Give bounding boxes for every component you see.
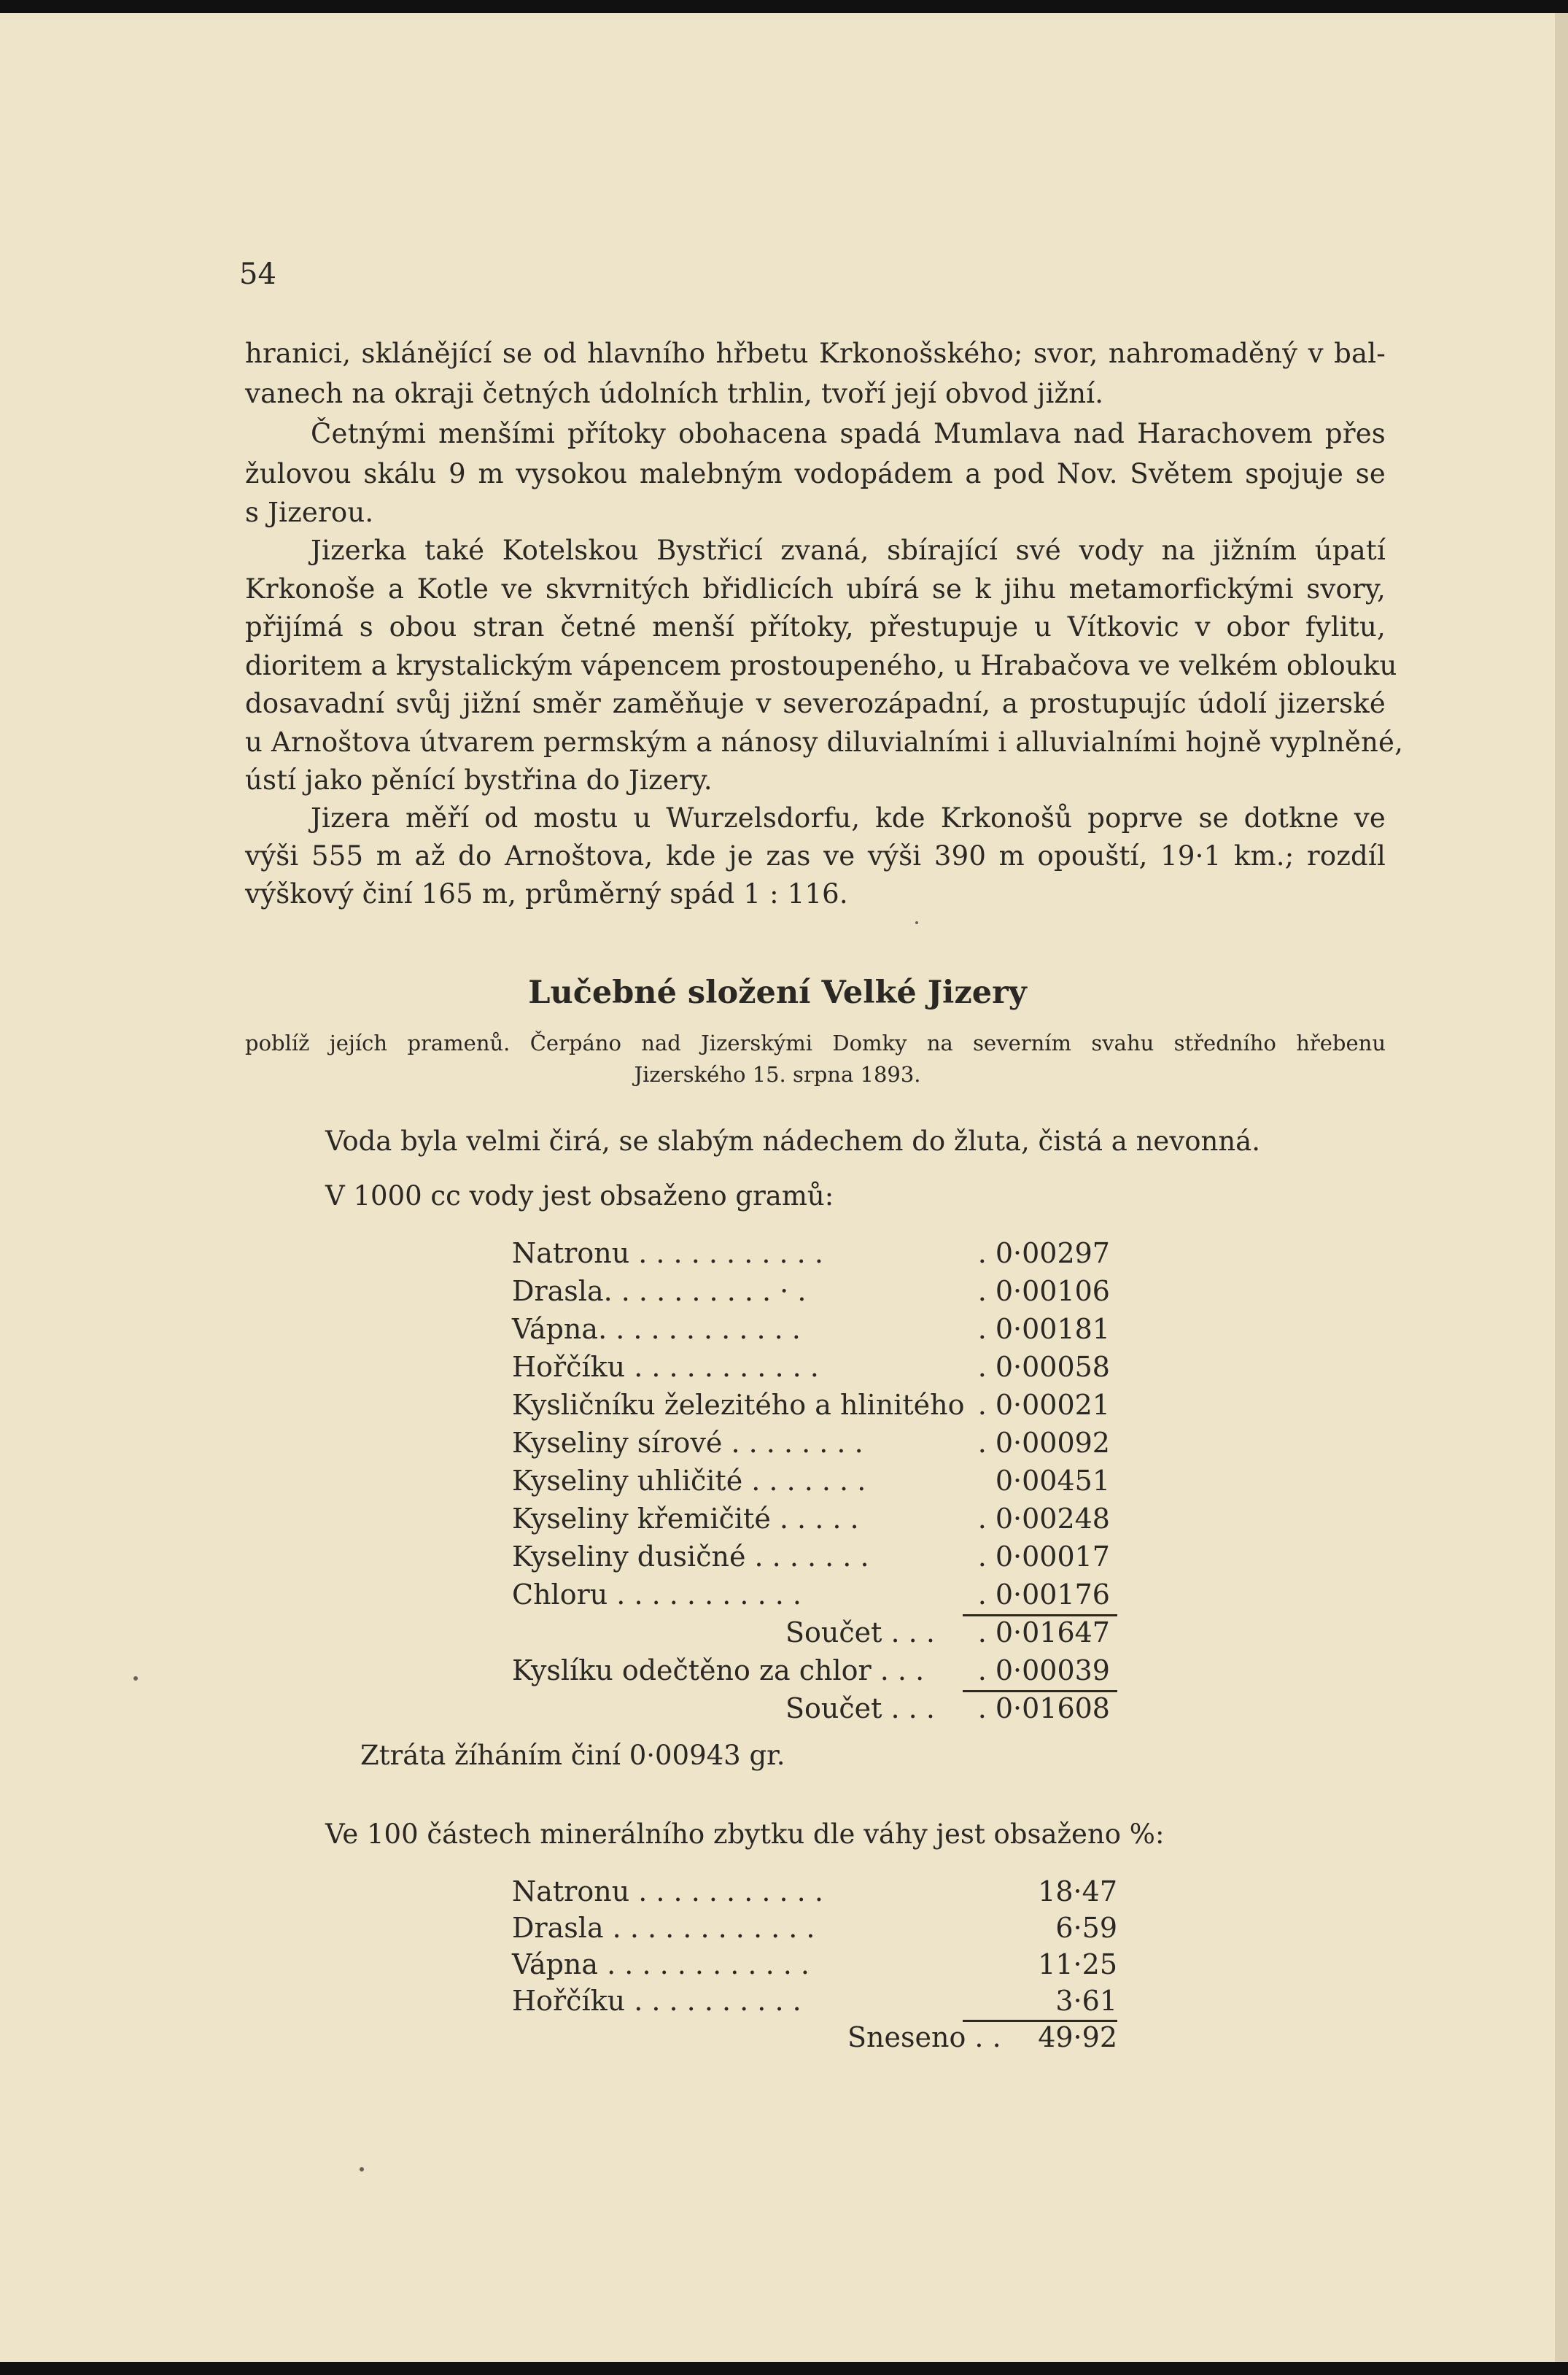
table-row bbox=[512, 1503, 1110, 1539]
row-label: Kyseliny dusičné . . . . . . . bbox=[512, 1541, 869, 1573]
table-row bbox=[512, 1578, 1110, 1615]
text-line: Jizera měří od mostu u Wurzelsdorfu, kde Krkonošů poprve se dotkne ve bbox=[311, 802, 1386, 834]
table-row bbox=[512, 1948, 1117, 1985]
page-edge bbox=[1555, 13, 1568, 2362]
row-value: 6·59 bbox=[1055, 1912, 1117, 1944]
row-label: Drasla . . . . . . . . . . . . bbox=[512, 1912, 815, 1944]
row-label: Kyseliny uhličité . . . . . . . bbox=[512, 1465, 866, 1497]
row-value: 0·00451 bbox=[995, 1465, 1110, 1497]
text-line: dioritem a krystalickým vápencem prostoupeného, u Hrabačova ve velkém oblouku bbox=[245, 650, 1397, 681]
text-line: Krkonoše a Kotle ve skvrnitých břidlicích ubírá se k jihu metamorfickými svory, bbox=[245, 573, 1386, 605]
page bbox=[0, 13, 1555, 2362]
sum-value: 49·92 bbox=[1038, 2021, 1117, 2053]
text-line: ústí jako pěnící bystřina do Jizery. bbox=[245, 764, 713, 796]
subtitle-line: Jizerského 15. srpna 1893. bbox=[634, 1062, 921, 1087]
table-row bbox=[512, 1351, 1110, 1387]
text-line: Četnými menšími přítoky obohacena spadá Mumlava nad Harachovem přes bbox=[311, 418, 1386, 449]
row-label: Natronu . . . . . . . . . . . bbox=[512, 1237, 823, 1269]
table-row bbox=[512, 1313, 1110, 1349]
sum-value: . 0·01608 bbox=[977, 1692, 1110, 1724]
sum-row bbox=[512, 1692, 1110, 1729]
section-title: Lučebné složení Velké Jizery bbox=[528, 975, 1027, 1011]
text-line: výškový činí 165 m, průměrný spád 1 : 116. bbox=[245, 878, 848, 910]
table-row bbox=[512, 1237, 1110, 1274]
row-value: . 0·00297 bbox=[977, 1237, 1110, 1269]
row-label: Kyslíku odečtěno za chlor . . . bbox=[512, 1654, 925, 1686]
table-row bbox=[512, 1875, 1117, 1912]
paper-speck bbox=[915, 921, 918, 924]
text-line: Jizerka také Kotelskou Bystřicí zvaná, sbírající své vody na jižním úpatí bbox=[311, 535, 1386, 566]
row-value: . 0·00058 bbox=[977, 1351, 1110, 1383]
row-value: . 0·00039 bbox=[977, 1654, 1110, 1686]
row-value: 18·47 bbox=[1038, 1875, 1117, 1907]
paper-speck bbox=[360, 2167, 364, 2171]
water-description: Voda byla velmi čirá, se slabým nádechem do žluta, čistá a nevonná. bbox=[325, 1125, 1260, 1157]
row-label: Chloru . . . . . . . . . . . bbox=[512, 1578, 802, 1611]
row-value: . 0·00106 bbox=[977, 1275, 1110, 1307]
row-label: Hořčíku . . . . . . . . . . bbox=[512, 1985, 802, 2017]
table-row bbox=[512, 1654, 1110, 1691]
row-label: Kyseliny sírové . . . . . . . . bbox=[512, 1427, 863, 1459]
row-label: Vápna. . . . . . . . . . . . bbox=[512, 1313, 801, 1345]
text-line: vanech na okraji četných údolních trhlin, tvoří její obvod jižní. bbox=[245, 378, 1104, 409]
row-value: . 0·00181 bbox=[977, 1313, 1110, 1345]
row-label: Kyseliny křemičité . . . . . bbox=[512, 1503, 859, 1535]
sum-row bbox=[512, 2021, 1117, 2058]
page-number: 54 bbox=[239, 257, 276, 291]
table1-intro: V 1000 cc vody jest obsaženo gramů: bbox=[325, 1180, 834, 1212]
sum-label: Sneseno . . bbox=[847, 2021, 1001, 2053]
sum-value: . 0·01647 bbox=[977, 1616, 1110, 1648]
sum-label: Součet . . . bbox=[785, 1692, 935, 1724]
sum-label: Součet . . . bbox=[785, 1616, 935, 1648]
row-label: Hořčíku . . . . . . . . . . . bbox=[512, 1351, 819, 1383]
table-row bbox=[512, 1912, 1117, 1948]
text-line: hranici, sklánějící se od hlavního hřbetu Krkonošského; svor, nahromaděný v bal- bbox=[245, 338, 1386, 369]
loss-line: Ztráta žíháním činí 0·00943 gr. bbox=[360, 1740, 785, 1771]
text-line: u Arnoštova útvarem permským a nánosy diluvialními i alluvialními hojně vyplněné, bbox=[245, 727, 1404, 758]
row-value: . 0·00021 bbox=[977, 1389, 1110, 1421]
row-label: Kysličníku železitého a hlinitého bbox=[512, 1389, 965, 1421]
table2-intro: Ve 100 částech minerálního zbytku dle váhy jest obsaženo %: bbox=[325, 1818, 1165, 1850]
row-value: . 0·00176 bbox=[977, 1578, 1110, 1611]
text-line: přijímá s obou stran četné menší přítoky, přestupuje u Vítkovic v obor fylitu, bbox=[245, 611, 1386, 643]
text-line: dosavadní svůj jižní směr zaměňuje v severozápadní, a prostupujíc údolí jizerské bbox=[245, 688, 1386, 719]
paper-speck bbox=[133, 1676, 138, 1681]
sum-row bbox=[512, 1616, 1110, 1653]
row-value: 3·61 bbox=[1055, 1985, 1117, 2017]
subtitle-line: poblíž jejích pramenů. Čerpáno nad Jizerskými Domky na severním svahu středního hřebenu bbox=[245, 1031, 1386, 1055]
row-label: Natronu . . . . . . . . . . . bbox=[512, 1875, 823, 1907]
table-row bbox=[512, 1465, 1110, 1501]
text-line: s Jizerou. bbox=[245, 497, 374, 528]
row-label: Drasla. . . . . . . . . . · . bbox=[512, 1275, 807, 1307]
table-row bbox=[512, 1985, 1117, 2021]
text-line: žulovou skálu 9 m vysokou malebným vodopádem a pod Nov. Světem spojuje se bbox=[245, 458, 1386, 489]
row-value: . 0·00248 bbox=[977, 1503, 1110, 1535]
table-row bbox=[512, 1427, 1110, 1463]
table-row bbox=[512, 1275, 1110, 1312]
row-label: Vápna . . . . . . . . . . . . bbox=[512, 1948, 810, 1980]
table-row bbox=[512, 1389, 1110, 1425]
table-row bbox=[512, 1541, 1110, 1577]
row-value: 11·25 bbox=[1038, 1948, 1117, 1980]
text-line: výši 555 m až do Arnoštova, kde je zas ve výši 390 m opouští, 19·1 km.; rozdíl bbox=[245, 840, 1386, 872]
row-value: . 0·00017 bbox=[977, 1541, 1110, 1573]
row-value: . 0·00092 bbox=[977, 1427, 1110, 1459]
